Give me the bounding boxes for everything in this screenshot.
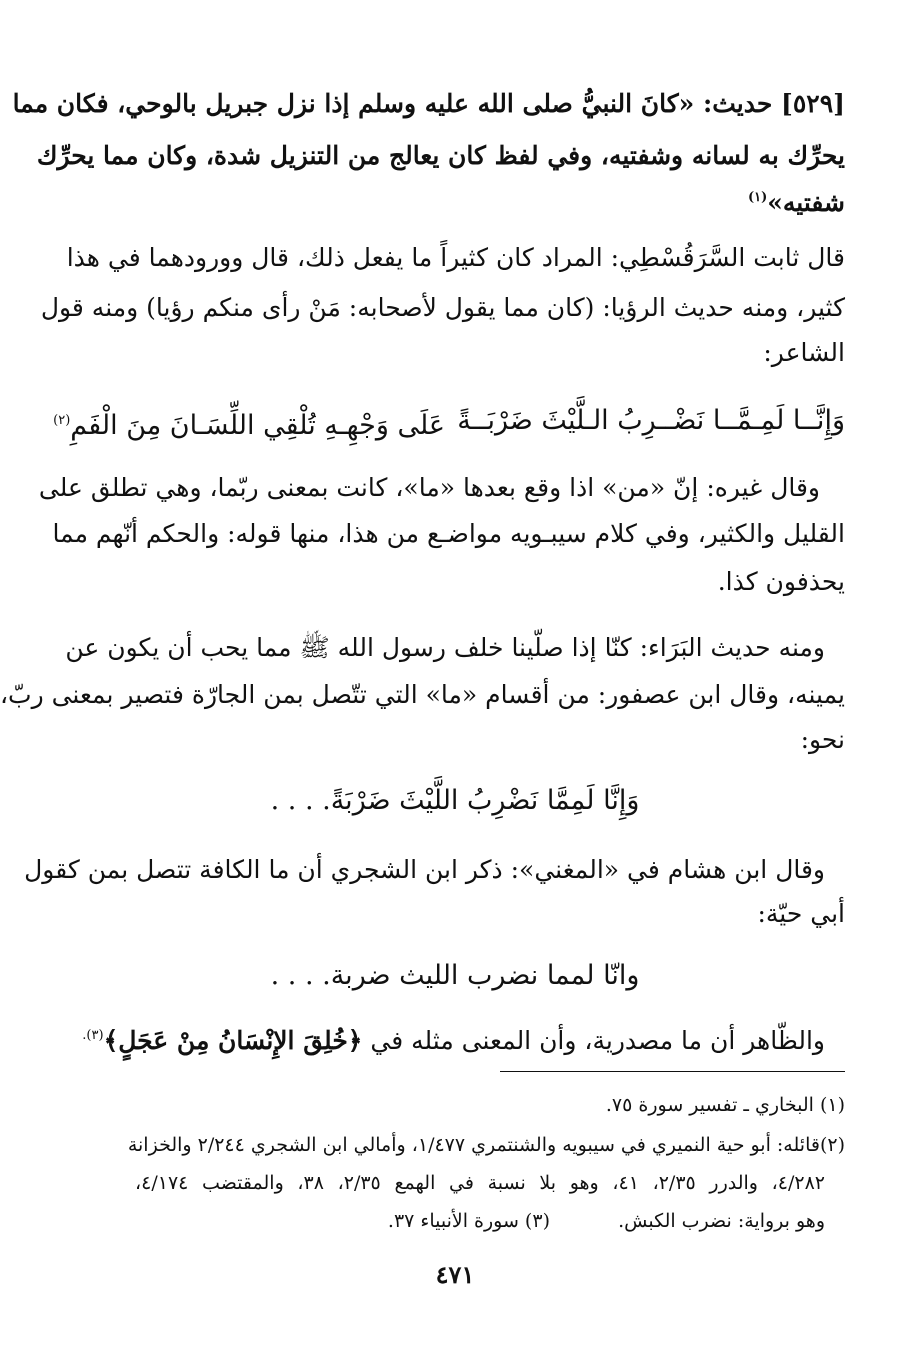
footnote-1: (١) البخاري ـ تفسير سورة ٧٥. <box>605 1094 845 1116</box>
footnote-2-line-3: وهو برواية: نضرب الكبش. <box>618 1210 825 1232</box>
hadith-line-1: [٥٢٩] حديث: «كانَ النبيُّ صلى الله عليه وسلم إذا نزل جبريل بالوحي، فكان مما <box>12 89 845 118</box>
verse-2: وَإِنَّا لَمِمَّا نَضْرِبُ اللَّيْثَ ضَرْبَةً. . . . <box>270 785 640 816</box>
footnote-ref-1: (١) <box>747 190 768 205</box>
paragraph-5-line-1: وقال ابن هشام في «المغني»: ذكر ابن الشجري أن ما الكافة تتصل بمن كقول <box>24 855 825 884</box>
paragraph-4-line-2: يمينه، وقال ابن عصفور: من أقسام «ما» التي تتّصل بمن الجارّة فتصير بمعنى ربّ، <box>0 680 845 709</box>
paragraph-3-line-3: يحذفون كذا. <box>717 567 845 596</box>
paragraph-4-line-1: ومنه حديث البَرَاء: كنّا إذا صلّينا خلف رسول الله ﷺ مما يحب أن يكون عن <box>65 633 825 662</box>
footnote-ref-2: (٢) <box>53 413 71 428</box>
hadith-line-3-text: شفتيه» <box>767 188 845 217</box>
paragraph-2-line-1: قال ثابت السَّرَقُسْطِي: المراد كان كثيراً ما يفعل ذلك، قال وورودهما في هذا <box>66 243 845 272</box>
verse-1-first-hemistich: وَإِنَّــا لَمِـمَّــا نَضْــرِبُ الـلَّيْثَ ضَرْبَــةً <box>457 405 845 436</box>
hadith-line-2: يحرِّك به لسانه وشفتيه، وفي لفظ كان يعالج من التنزيل شدة، وكان مما يحرِّك <box>36 141 845 170</box>
paragraph-2-line-2: كثير، ومنه حديث الرؤيا: (كان مما يقول لأصحابه: مَنْ رأى منكم رؤيا) ومنه قول <box>40 293 845 322</box>
paragraph-5-line-2: أبي حيّة: <box>757 899 845 928</box>
footnote-separator <box>500 1071 845 1072</box>
quran-quote: ﴿خُلِقَ الإِنْسَانُ مِنْ عَجَلٍ﴾ <box>103 1026 363 1055</box>
verse-3: وانّا لمما نضرب الليث ضربة. . . . <box>270 960 640 991</box>
hadith-line-3 <box>400 178 845 223</box>
verse-1-second-hemistich <box>53 400 445 447</box>
paragraph-6-text: والظّاهر أن ما مصدرية، وأن المعنى مثله في <box>370 1026 825 1055</box>
paragraph-2-line-3: الشاعر: <box>763 338 845 367</box>
footnote-ref-3: (٣). <box>82 1028 104 1043</box>
footnote-2-line-2: ٤/٢٨٢، والدرر ٢/٣٥، ٤١، وهو بلا نسبة في الهمع ٢/٣٥، ٣٨، والمقتضب ٤/١٧٤، <box>135 1172 825 1194</box>
paragraph-3-line-1: وقال غيره: إنّ «من» اذا وقع بعدها «ما»، كانت بمعنى ربّما، وهي تطلق على <box>38 473 820 502</box>
verse-1-second-text: عَلَى وَجْهِـهِ تُلْقِي اللِّسَـانَ مِنَ الْفَمِ <box>70 410 445 441</box>
paragraph-4-line-3: نحو: <box>800 725 845 754</box>
paragraph-6 <box>82 1016 825 1061</box>
page-number: ٤٧١ <box>435 1260 475 1289</box>
footnote-3: (٣) سورة الأنبياء ٣٧. <box>387 1210 550 1232</box>
footnote-2-line-1: (٢)قائله: أبو حية النميري في سيبويه والشنتمري ١/٤٧٧، وأمالي ابن الشجري ٢/٢٤٤ والخزانة <box>127 1134 845 1156</box>
paragraph-3-line-2: القليل والكثير، وفي كلام سيبـويه مواضـع من هذا، منها قوله: والحكم أنّهم مما <box>52 519 845 548</box>
